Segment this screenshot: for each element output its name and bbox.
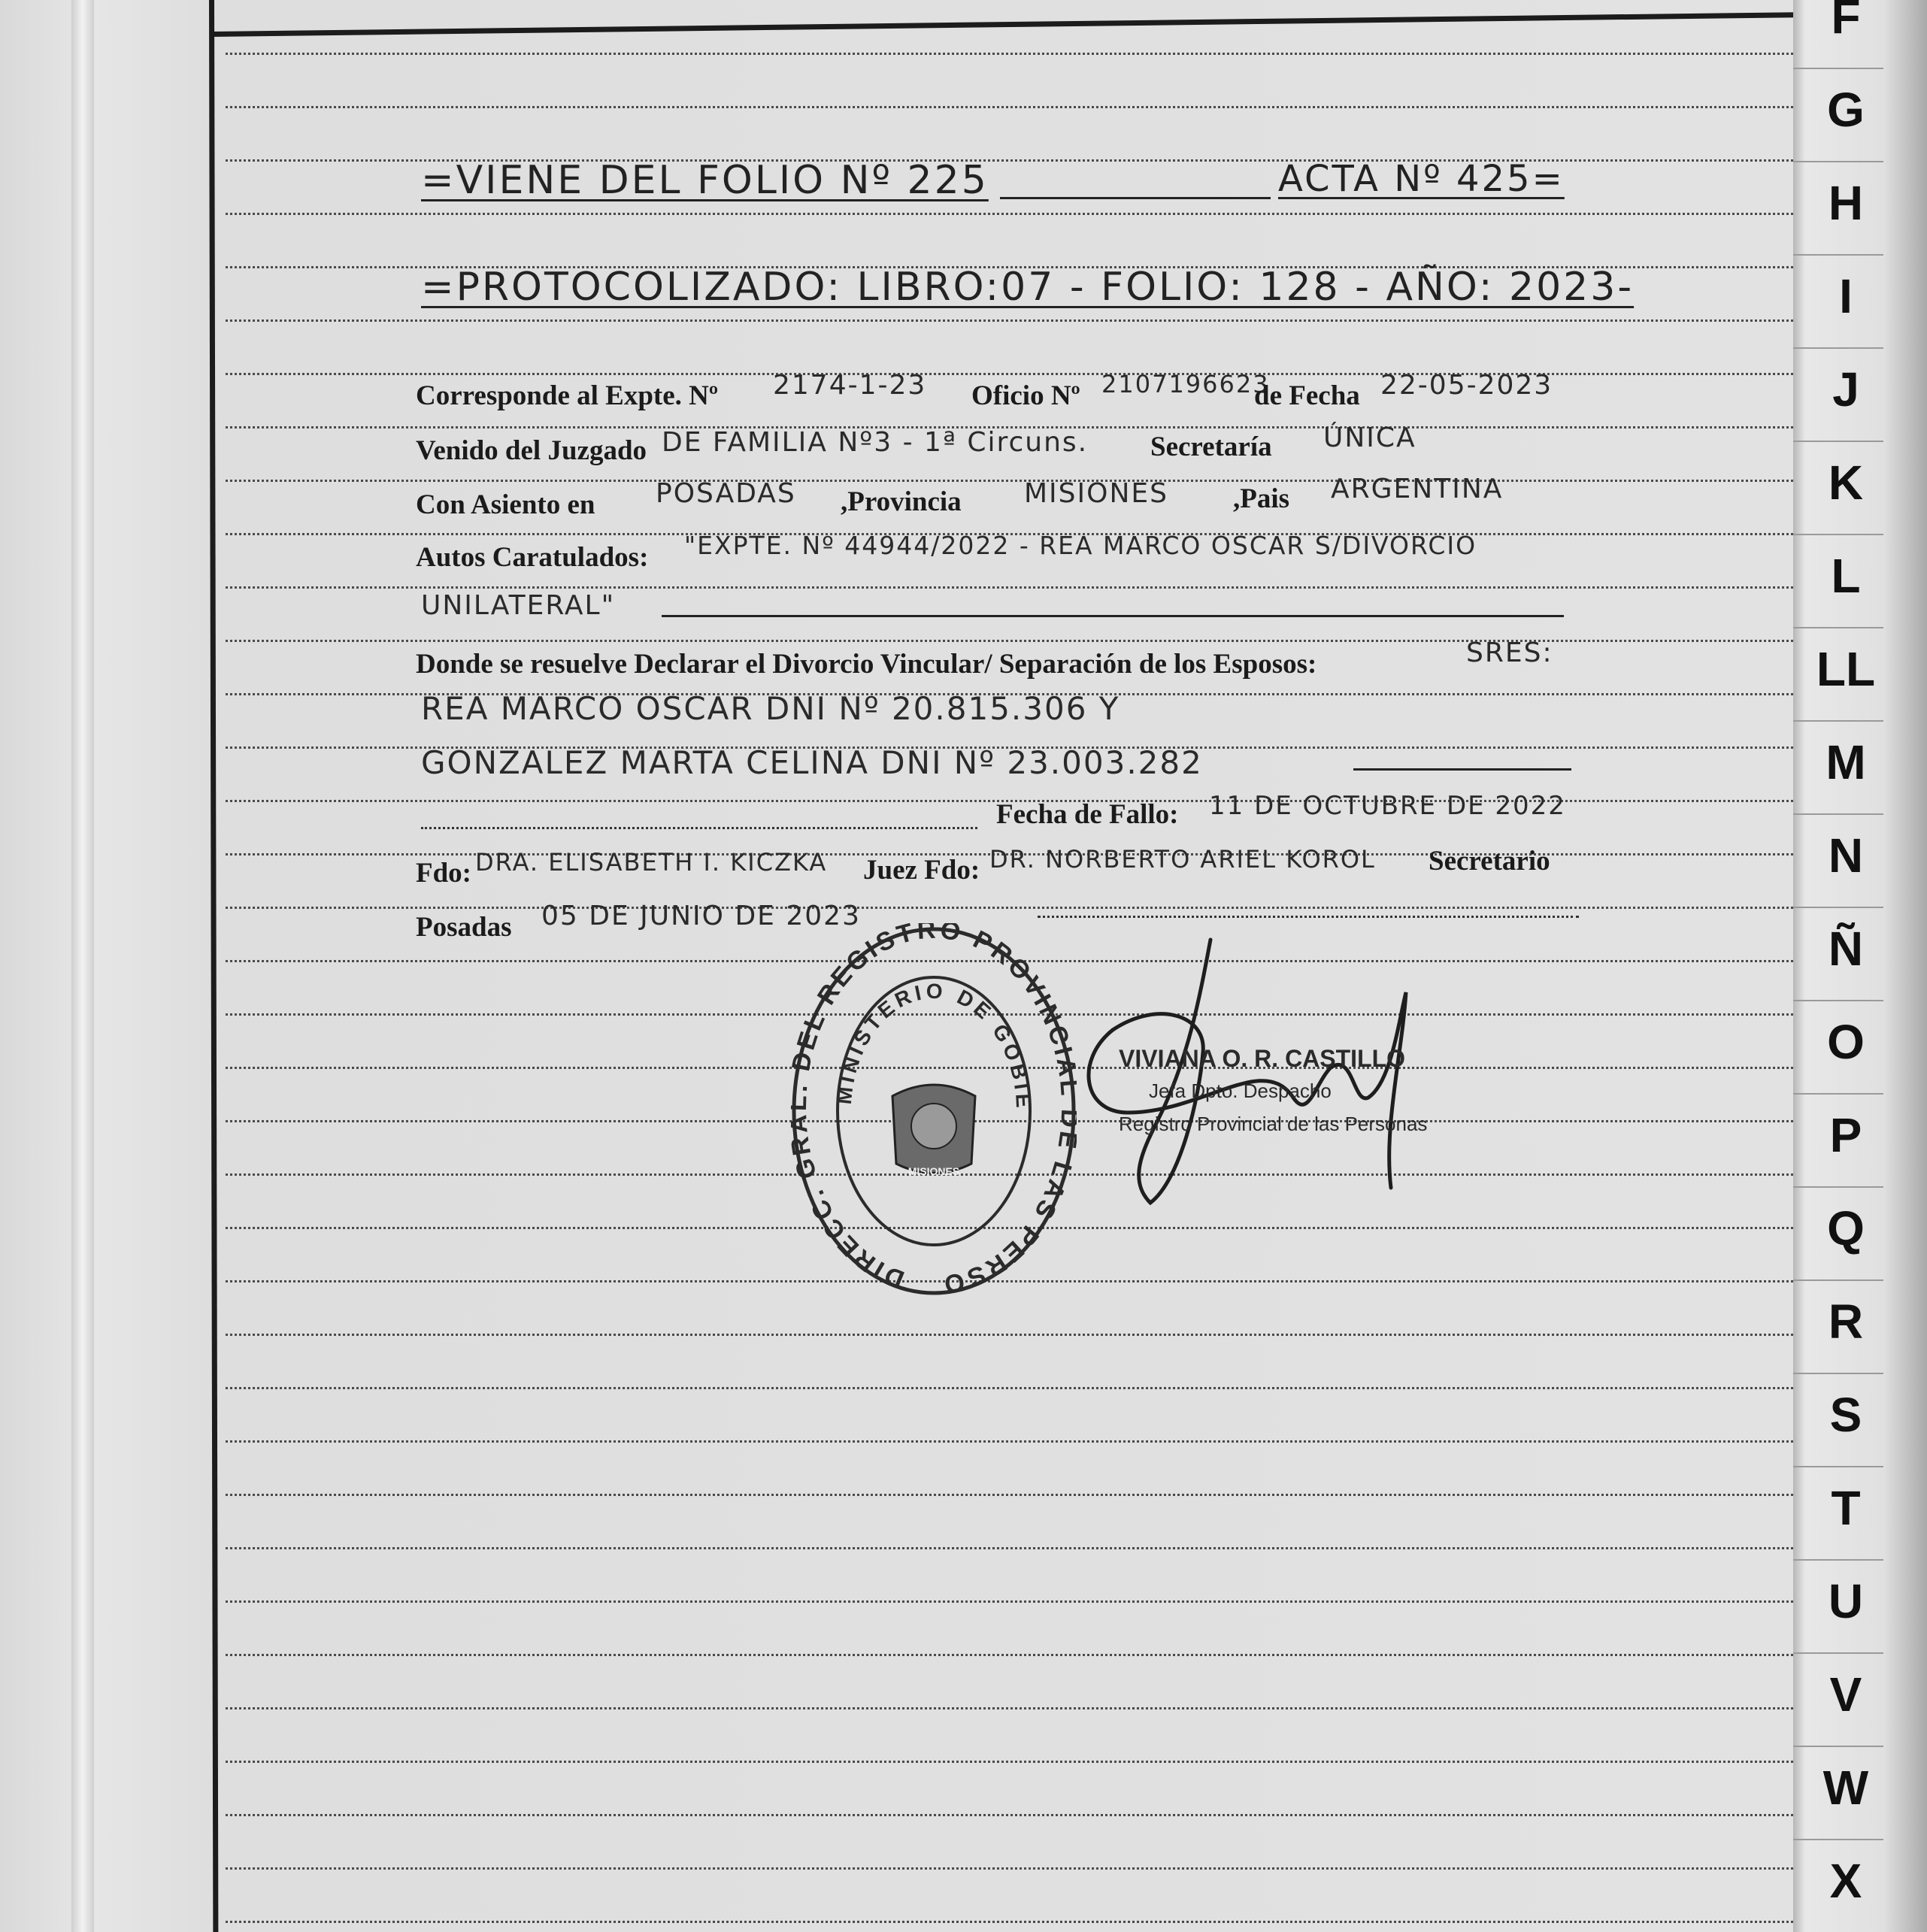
index-tab-divider — [1793, 1466, 1883, 1467]
value-juzgado: DE FAMILIA Nº3 - 1ª Circuns. — [662, 427, 1089, 458]
page-binding — [71, 0, 94, 1932]
posadas-dotline — [1038, 916, 1579, 918]
stamp-center-text: MISIONES — [907, 1165, 960, 1177]
ruled-line — [226, 1654, 1793, 1656]
index-tab-divider — [1793, 254, 1883, 256]
index-tab-x[interactable]: X — [1829, 1854, 1862, 1908]
ruled-line — [226, 373, 1793, 375]
index-tab-k[interactable]: K — [1828, 456, 1864, 510]
index-tab-divider — [1793, 813, 1883, 815]
value-fecha: 22-05-2023 — [1380, 370, 1553, 401]
value-fecha-fallo: 11 DE OCTUBRE DE 2022 — [1209, 791, 1566, 821]
value-esposo-1: REA MARCO OSCAR DNI Nº 20.815.306 Y — [421, 690, 1120, 727]
index-tab-divider — [1793, 1746, 1883, 1747]
index-tab-divider — [1793, 1000, 1883, 1001]
stamp-seal-icon — [791, 923, 1077, 1299]
label-venido: Venido del Juzgado — [416, 435, 647, 466]
signer-office: Registro Provincial de las Personas — [1119, 1113, 1428, 1135]
signer-role: Jefa Dpto. Despacho — [1149, 1080, 1332, 1102]
ruled-line — [226, 106, 1793, 108]
index-tab-v[interactable]: V — [1829, 1667, 1862, 1722]
index-tab-divider — [1793, 1093, 1883, 1095]
value-esposo-2: GONZALEZ MARTA CELINA DNI Nº 23.003.282 — [421, 744, 1203, 781]
label-secretaria: Secretaría — [1150, 432, 1272, 462]
index-tab-n[interactable]: N — [1828, 828, 1864, 883]
official-stamp — [791, 923, 1077, 1299]
index-tab-j[interactable]: J — [1832, 362, 1859, 416]
value-oficio: 2107196623 — [1101, 370, 1270, 398]
esposo-2-underline — [1353, 768, 1571, 771]
value-juez: DRA. ELISABETH I. KICZKA — [475, 848, 828, 877]
value-autos-line2: UNILATERAL" — [421, 590, 616, 621]
index-tab-q[interactable]: Q — [1827, 1201, 1865, 1255]
label-provincia: ,Provincia — [841, 486, 962, 517]
index-tab-s[interactable]: S — [1829, 1388, 1862, 1442]
stamp-inner-text: MINISTERIO DE GOBIE — [832, 979, 1036, 1113]
label-secretario: Secretario — [1429, 846, 1550, 877]
index-tab-divider — [1793, 1559, 1883, 1561]
index-tab-divider — [1793, 1279, 1883, 1281]
index-tab-divider — [1793, 347, 1883, 349]
label-posadas: Posadas — [416, 912, 512, 943]
header-underline — [1000, 197, 1271, 199]
label-autos: Autos Caratulados: — [416, 542, 649, 573]
index-tab-ll[interactable]: LL — [1816, 642, 1876, 696]
fecha-fallo-dotline — [421, 827, 977, 829]
ruled-line — [226, 1867, 1793, 1870]
index-tab-m[interactable]: M — [1825, 735, 1866, 789]
label-con-asiento: Con Asiento en — [416, 489, 595, 520]
ruled-line — [226, 1494, 1793, 1496]
value-provincia: MISIONES — [1024, 478, 1169, 509]
index-tab-divider — [1793, 627, 1883, 628]
index-tab-g[interactable]: G — [1827, 83, 1865, 137]
value-pais: ARGENTINA — [1331, 474, 1504, 504]
index-tab-p[interactable]: P — [1829, 1108, 1862, 1162]
label-juez-fdo: Juez Fdo: — [863, 855, 980, 886]
index-tab-h[interactable]: H — [1828, 176, 1864, 230]
index-tab-r[interactable]: R — [1828, 1295, 1864, 1349]
index-tab-divider — [1793, 1839, 1883, 1840]
ruled-line — [226, 480, 1793, 482]
ruled-line — [226, 640, 1793, 642]
index-tab-u[interactable]: U — [1828, 1574, 1864, 1628]
index-tab-t[interactable]: T — [1831, 1481, 1861, 1535]
ruled-line — [226, 586, 1793, 589]
value-posadas-fecha: 05 DE JUNIO DE 2023 — [541, 901, 861, 931]
viene-del-folio: =VIENE DEL FOLIO Nº 225 — [421, 158, 989, 203]
ruled-line — [226, 1761, 1793, 1763]
ruled-line — [226, 907, 1793, 909]
label-pais: ,Pais — [1233, 483, 1290, 514]
label-donde: Donde se resuelve Declarar el Divorcio Vincular/ Separación de los Esposos: — [416, 649, 1317, 680]
ruled-line — [226, 1547, 1793, 1549]
label-oficio: Oficio Nº — [971, 380, 1080, 411]
ruled-line — [226, 1814, 1793, 1816]
index-tab-f[interactable]: F — [1831, 0, 1861, 44]
ruled-line — [226, 1707, 1793, 1709]
value-esposos-prefix: SRES: — [1466, 637, 1553, 668]
frame-left-border — [209, 0, 218, 1932]
label-fecha-fallo: Fecha de Fallo: — [996, 799, 1179, 830]
index-tab-divider — [1793, 1186, 1883, 1188]
ruled-line — [226, 1387, 1793, 1389]
value-secretario: DR. NORBERTO ARIEL KOROL — [989, 845, 1376, 874]
index-tab-divider — [1793, 161, 1883, 162]
index-tab-divider — [1793, 1373, 1883, 1374]
ruled-line — [226, 1334, 1793, 1336]
value-asiento: POSADAS — [656, 478, 796, 509]
ruled-line — [226, 319, 1793, 322]
ruled-line — [226, 1600, 1793, 1603]
label-de-fecha: de Fecha — [1254, 380, 1360, 411]
index-tab-w[interactable]: W — [1822, 1761, 1869, 1815]
index-tab-divider — [1793, 1652, 1883, 1654]
index-tab-divider — [1793, 534, 1883, 535]
index-tab-divider — [1793, 441, 1883, 442]
value-expte: 2174-1-23 — [773, 370, 927, 401]
index-tab-i[interactable]: I — [1839, 269, 1853, 323]
label-corresponde: Corresponde al Expte. Nº — [416, 380, 719, 411]
signer-name: VIVIANA O. R. CASTILLO — [1119, 1045, 1406, 1072]
value-autos-line1: "EXPTE. Nº 44944/2022 - REA MARCO OSCAR S/DIVORCIO — [684, 531, 1477, 560]
label-fdo: Fdo: — [416, 858, 471, 889]
value-secretaria: ÚNICA — [1323, 422, 1416, 453]
index-tab-divider — [1793, 720, 1883, 722]
ruled-line — [226, 53, 1793, 55]
ruled-line — [226, 1921, 1793, 1923]
ruled-line — [226, 213, 1793, 215]
ruled-line — [226, 1440, 1793, 1443]
protocolizado-line: =PROTOCOLIZADO: LIBRO:07 - FOLIO: 128 - AÑO: 2023- — [421, 265, 1635, 310]
index-tab-l[interactable]: L — [1831, 549, 1861, 603]
acta-number: ACTA Nº 425= — [1278, 158, 1565, 200]
index-tab-divider — [1793, 907, 1883, 908]
frame-top-border — [212, 12, 1798, 37]
autos-underline — [662, 615, 1564, 617]
index-tab-ñ[interactable]: Ñ — [1828, 922, 1864, 976]
stamp-outer-text: DIRECC. G EL REGISTRO PROVINCI LAS PERSO — [791, 923, 1077, 1299]
index-tab-divider — [1793, 68, 1883, 69]
index-tab-o[interactable]: O — [1827, 1015, 1865, 1069]
